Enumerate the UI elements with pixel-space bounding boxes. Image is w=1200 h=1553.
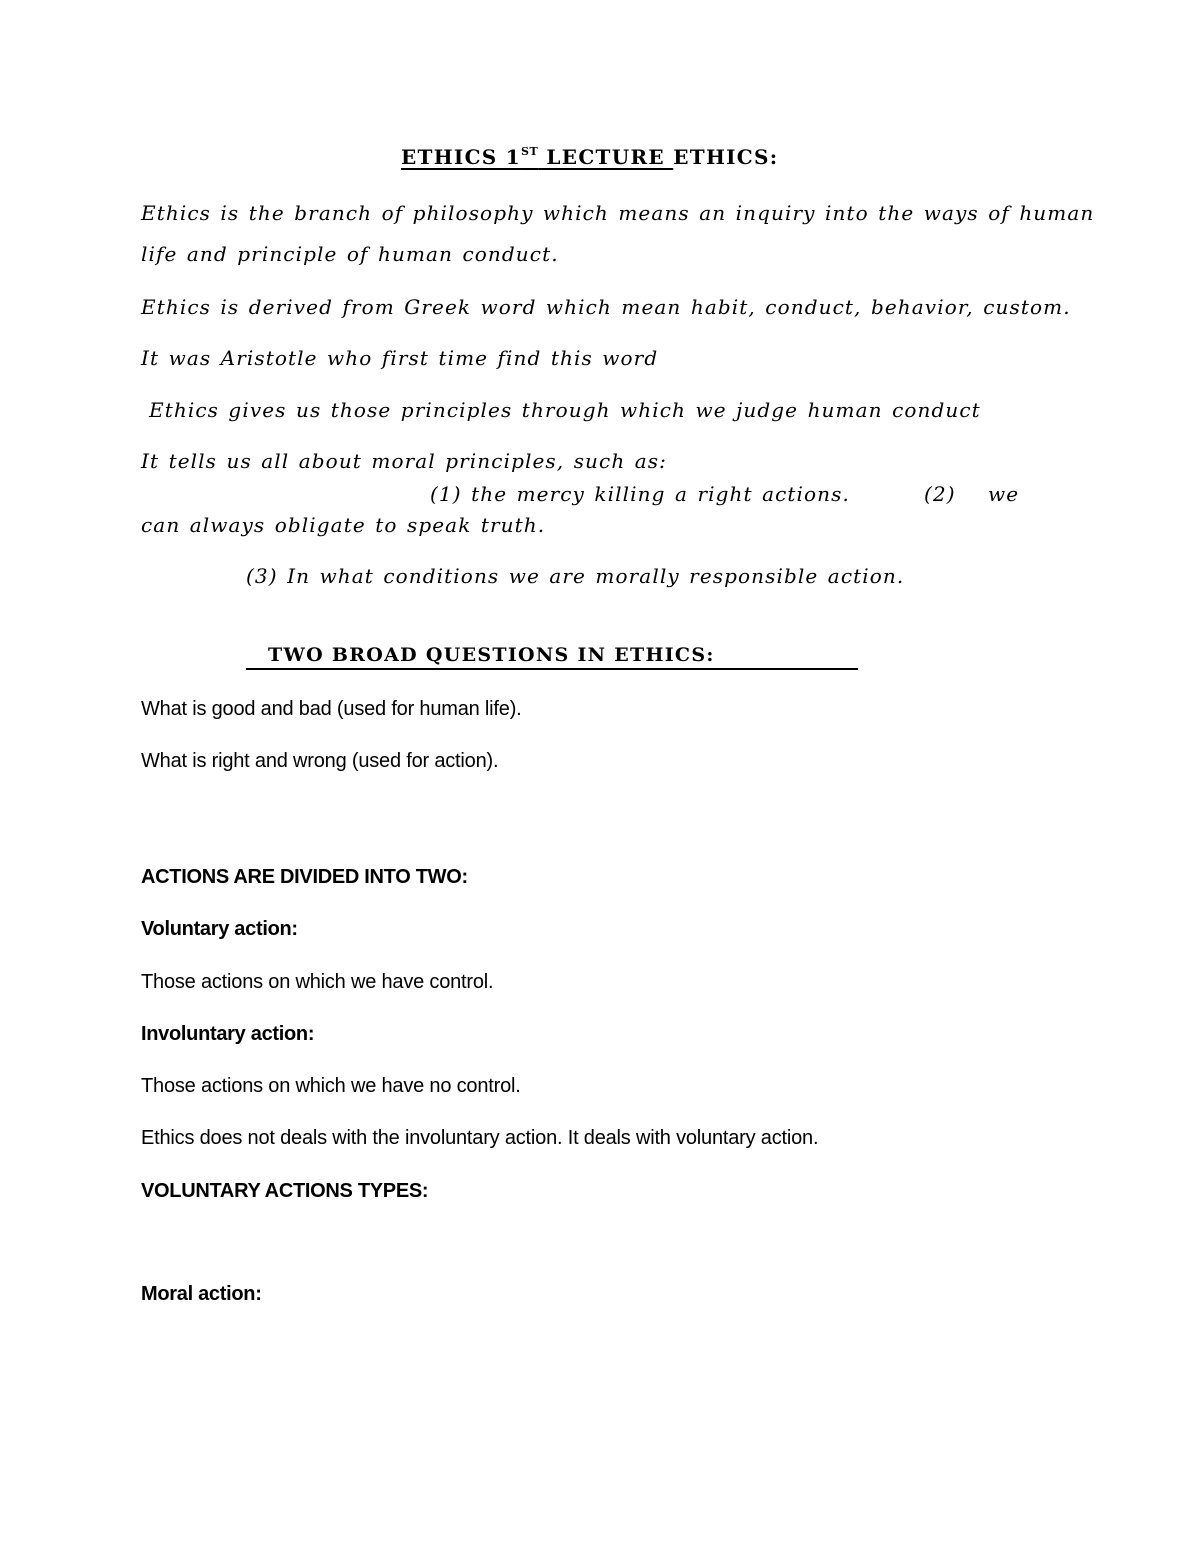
actions-heading: ACTIONS ARE DIVIDED INTO TWO: [141, 866, 468, 888]
page-title [401, 146, 778, 167]
moral-principle-item-2-continued: can always obligate to speak truth. [141, 513, 546, 537]
involuntary-action-label: Involuntary action: [141, 1023, 315, 1045]
moral-principle-item-2-number: (2) [924, 482, 956, 506]
voluntary-action-label: Voluntary action: [141, 918, 298, 940]
moral-principles-intro: It tells us all about moral principles, such as: [141, 449, 668, 473]
definition-line-1: Ethics is the branch of philosophy which means an inquiry into the ways of human [141, 201, 1095, 225]
aristotle-text: It was Aristotle who first time find this word [141, 346, 659, 370]
title-underlined-part [401, 145, 673, 169]
definition-line-2: life and principle of human conduct. [141, 242, 559, 266]
moral-principle-item-1: (1) the mercy killing a right actions. [430, 482, 850, 506]
ethics-voluntary-note: Ethics does not deals with the involuntary action. It deals with voluntary action. [141, 1127, 819, 1149]
title-suffix: ETHICS: [673, 145, 779, 169]
heading-underline [246, 668, 858, 670]
title-superscript: ST [521, 145, 539, 158]
moral-principle-item-3: (3) In what conditions we are morally responsible action. [246, 564, 905, 588]
involuntary-action-description: Those actions on which we have no control. [141, 1075, 521, 1097]
broad-questions-heading-text: TWO BROAD QUESTIONS IN ETHICS: [268, 644, 715, 666]
principles-text: Ethics gives us those principles through which we judge human conduct [149, 398, 981, 422]
moral-principle-item-2-start: we [988, 482, 1020, 506]
moral-action-label: Moral action: [141, 1283, 262, 1305]
voluntary-action-description: Those actions on which we have control. [141, 971, 494, 993]
question-right-wrong: What is right and wrong (used for action). [141, 750, 499, 772]
derivation-text: Ethics is derived from Greek word which mean habit, conduct, behavior, custom. [141, 295, 1071, 319]
title-prefix: ETHICS 1 [401, 145, 522, 169]
broad-questions-heading [246, 646, 858, 670]
title-middle: LECTURE [538, 145, 674, 169]
voluntary-types-heading: VOLUNTARY ACTIONS TYPES: [141, 1180, 429, 1202]
question-good-bad: What is good and bad (used for human life). [141, 698, 522, 720]
